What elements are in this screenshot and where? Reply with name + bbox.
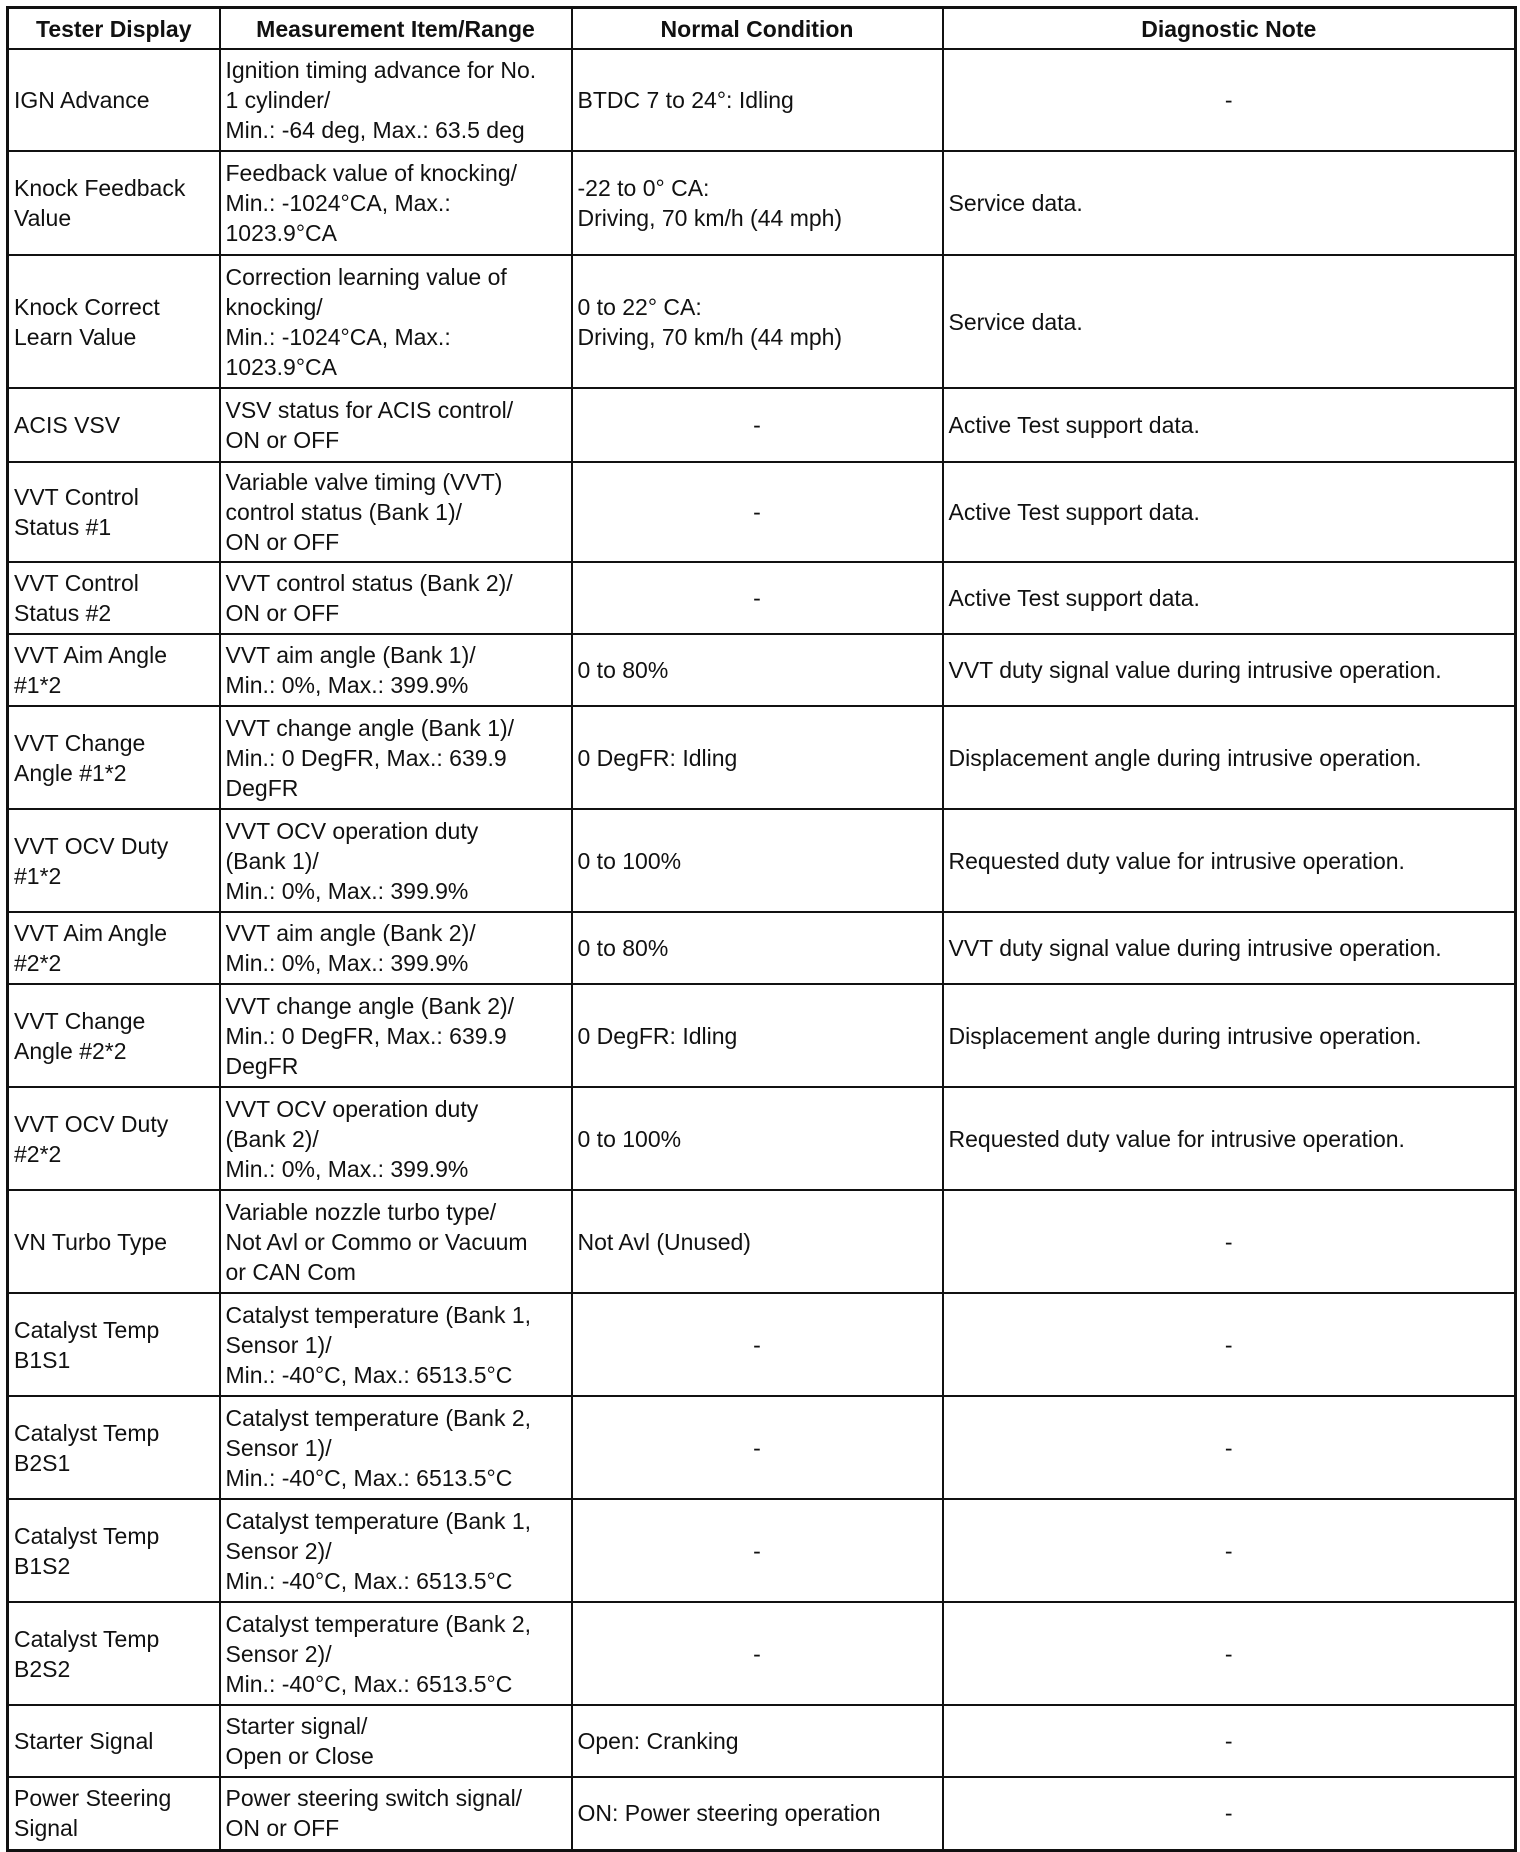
cell-normal-condition: 0 to 80% xyxy=(572,912,943,984)
table-row xyxy=(8,634,1516,706)
cell-diagnostic-note: - xyxy=(943,1293,1516,1396)
table-row xyxy=(8,1777,1516,1850)
table-body xyxy=(8,49,1516,1850)
cell-diagnostic-note: - xyxy=(943,1777,1516,1850)
cell-normal-condition: -22 to 0° CA: Driving, 70 km/h (44 mph) xyxy=(572,151,943,255)
cell-tester-display: VVT Control Status #1 xyxy=(8,462,220,562)
cell-diagnostic-note: Active Test support data. xyxy=(943,388,1516,462)
cell-measurement-item: Starter signal/ Open or Close xyxy=(220,1705,572,1777)
cell-normal-condition: Not Avl (Unused) xyxy=(572,1190,943,1293)
cell-measurement-item: Feedback value of knocking/ Min.: -1024°CA, Max.: 1023.9°CA xyxy=(220,151,572,255)
cell-diagnostic-note: Service data. xyxy=(943,151,1516,255)
header-measurement-item: Measurement Item/Range xyxy=(220,8,572,50)
cell-measurement-item: Ignition timing advance for No. 1 cylinder/ Min.: -64 deg, Max.: 63.5 deg xyxy=(220,49,572,151)
cell-tester-display: Knock Correct Learn Value xyxy=(8,255,220,388)
table-row xyxy=(8,1293,1516,1396)
cell-measurement-item: VVT OCV operation duty (Bank 2)/ Min.: 0%, Max.: 399.9% xyxy=(220,1087,572,1190)
cell-normal-condition: BTDC 7 to 24°: Idling xyxy=(572,49,943,151)
cell-diagnostic-note: - xyxy=(943,1499,1516,1602)
table-row xyxy=(8,151,1516,255)
table-row xyxy=(8,255,1516,388)
table-row xyxy=(8,706,1516,809)
cell-tester-display: VVT Change Angle #1*2 xyxy=(8,706,220,809)
cell-normal-condition: - xyxy=(572,1396,943,1499)
table-row xyxy=(8,1602,1516,1705)
cell-measurement-item: VVT control status (Bank 2)/ ON or OFF xyxy=(220,562,572,634)
cell-measurement-item: Variable nozzle turbo type/ Not Avl or Commo or Vacuum or CAN Com xyxy=(220,1190,572,1293)
table-row xyxy=(8,809,1516,912)
cell-diagnostic-note: - xyxy=(943,1602,1516,1705)
cell-measurement-item: VVT change angle (Bank 2)/ Min.: 0 DegFR, Max.: 639.9 DegFR xyxy=(220,984,572,1087)
cell-tester-display: Starter Signal xyxy=(8,1705,220,1777)
cell-tester-display: IGN Advance xyxy=(8,49,220,151)
cell-normal-condition: - xyxy=(572,1293,943,1396)
table-row xyxy=(8,1190,1516,1293)
cell-measurement-item: VSV status for ACIS control/ ON or OFF xyxy=(220,388,572,462)
header-diagnostic-note: Diagnostic Note xyxy=(943,8,1516,50)
table-row xyxy=(8,562,1516,634)
cell-diagnostic-note: Requested duty value for intrusive operation. xyxy=(943,1087,1516,1190)
cell-measurement-item: VVT aim angle (Bank 2)/ Min.: 0%, Max.: 399.9% xyxy=(220,912,572,984)
cell-diagnostic-note: Active Test support data. xyxy=(943,562,1516,634)
table-header-row xyxy=(8,8,1516,50)
cell-tester-display: ACIS VSV xyxy=(8,388,220,462)
cell-tester-display: VVT Change Angle #2*2 xyxy=(8,984,220,1087)
table-row xyxy=(8,984,1516,1087)
cell-normal-condition: - xyxy=(572,1499,943,1602)
cell-tester-display: Catalyst Temp B1S1 xyxy=(8,1293,220,1396)
cell-diagnostic-note: VVT duty signal value during intrusive operation. xyxy=(943,912,1516,984)
cell-normal-condition: 0 to 22° CA: Driving, 70 km/h (44 mph) xyxy=(572,255,943,388)
header-normal-condition: Normal Condition xyxy=(572,8,943,50)
cell-diagnostic-note: - xyxy=(943,49,1516,151)
cell-tester-display: Knock Feedback Value xyxy=(8,151,220,255)
cell-measurement-item: VVT OCV operation duty (Bank 1)/ Min.: 0%, Max.: 399.9% xyxy=(220,809,572,912)
cell-measurement-item: Catalyst temperature (Bank 2, Sensor 2)/ Min.: -40°C, Max.: 6513.5°C xyxy=(220,1602,572,1705)
cell-tester-display: VN Turbo Type xyxy=(8,1190,220,1293)
cell-normal-condition: 0 to 100% xyxy=(572,809,943,912)
cell-tester-display: Catalyst Temp B2S1 xyxy=(8,1396,220,1499)
cell-normal-condition: Open: Cranking xyxy=(572,1705,943,1777)
cell-normal-condition: - xyxy=(572,1602,943,1705)
cell-normal-condition: 0 DegFR: Idling xyxy=(572,984,943,1087)
cell-diagnostic-note: Active Test support data. xyxy=(943,462,1516,562)
cell-measurement-item: Power steering switch signal/ ON or OFF xyxy=(220,1777,572,1850)
table-row xyxy=(8,462,1516,562)
table-row xyxy=(8,912,1516,984)
cell-tester-display: VVT OCV Duty #2*2 xyxy=(8,1087,220,1190)
cell-diagnostic-note: Displacement angle during intrusive operation. xyxy=(943,984,1516,1087)
data-list-table xyxy=(6,6,1517,1852)
table-row xyxy=(8,1499,1516,1602)
cell-diagnostic-note: - xyxy=(943,1190,1516,1293)
cell-normal-condition: - xyxy=(572,562,943,634)
cell-tester-display: VVT OCV Duty #1*2 xyxy=(8,809,220,912)
cell-tester-display: Catalyst Temp B1S2 xyxy=(8,1499,220,1602)
cell-measurement-item: Variable valve timing (VVT) control status (Bank 1)/ ON or OFF xyxy=(220,462,572,562)
table-row xyxy=(8,1396,1516,1499)
cell-normal-condition: 0 DegFR: Idling xyxy=(572,706,943,809)
cell-tester-display: VVT Aim Angle #1*2 xyxy=(8,634,220,706)
table-row xyxy=(8,388,1516,462)
cell-measurement-item: Correction learning value of knocking/ Min.: -1024°CA, Max.: 1023.9°CA xyxy=(220,255,572,388)
cell-diagnostic-note: - xyxy=(943,1705,1516,1777)
cell-measurement-item: Catalyst temperature (Bank 2, Sensor 1)/ Min.: -40°C, Max.: 6513.5°C xyxy=(220,1396,572,1499)
cell-diagnostic-note: Displacement angle during intrusive operation. xyxy=(943,706,1516,809)
cell-diagnostic-note: VVT duty signal value during intrusive operation. xyxy=(943,634,1516,706)
cell-tester-display: Power Steering Signal xyxy=(8,1777,220,1850)
cell-normal-condition: 0 to 100% xyxy=(572,1087,943,1190)
cell-diagnostic-note: Requested duty value for intrusive operation. xyxy=(943,809,1516,912)
cell-diagnostic-note: - xyxy=(943,1396,1516,1499)
cell-measurement-item: VVT change angle (Bank 1)/ Min.: 0 DegFR, Max.: 639.9 DegFR xyxy=(220,706,572,809)
cell-measurement-item: Catalyst temperature (Bank 1, Sensor 2)/ Min.: -40°C, Max.: 6513.5°C xyxy=(220,1499,572,1602)
cell-tester-display: VVT Control Status #2 xyxy=(8,562,220,634)
header-tester-display: Tester Display xyxy=(8,8,220,50)
table-row xyxy=(8,1087,1516,1190)
cell-normal-condition: - xyxy=(572,388,943,462)
table-row xyxy=(8,1705,1516,1777)
table-row xyxy=(8,49,1516,151)
cell-tester-display: Catalyst Temp B2S2 xyxy=(8,1602,220,1705)
cell-normal-condition: 0 to 80% xyxy=(572,634,943,706)
cell-tester-display: VVT Aim Angle #2*2 xyxy=(8,912,220,984)
cell-diagnostic-note: Service data. xyxy=(943,255,1516,388)
cell-normal-condition: ON: Power steering operation xyxy=(572,1777,943,1850)
cell-measurement-item: VVT aim angle (Bank 1)/ Min.: 0%, Max.: 399.9% xyxy=(220,634,572,706)
cell-measurement-item: Catalyst temperature (Bank 1, Sensor 1)/ Min.: -40°C, Max.: 6513.5°C xyxy=(220,1293,572,1396)
cell-normal-condition: - xyxy=(572,462,943,562)
